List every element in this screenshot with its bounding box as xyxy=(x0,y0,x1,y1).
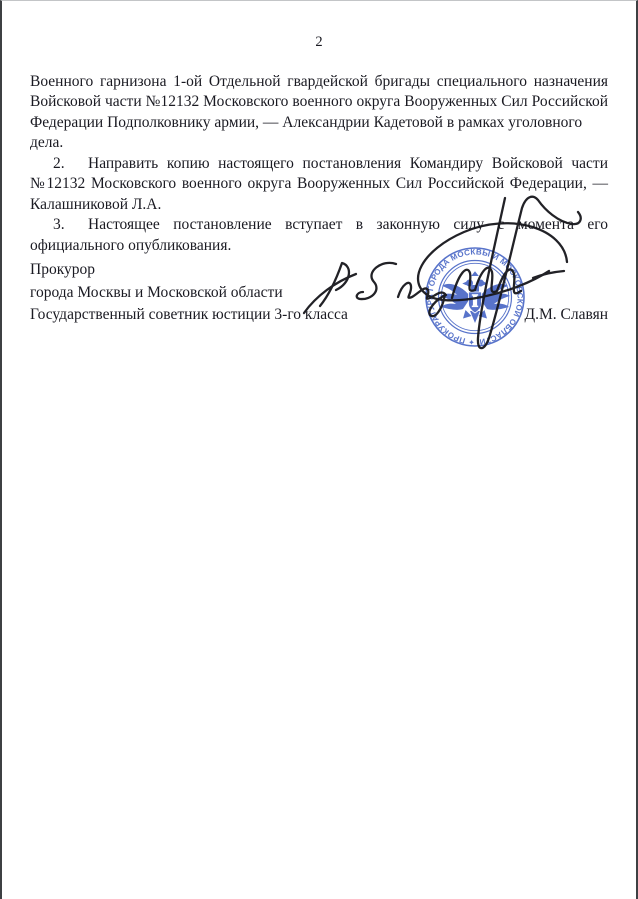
prosecutor-rank: Государственный советник юстиции 3-го класса xyxy=(30,306,348,324)
list-number: 3. xyxy=(53,216,65,234)
body-line: официального опубликования. xyxy=(30,236,232,254)
prosecutor-title-line: Прокурор xyxy=(30,261,96,278)
signature-letter-s xyxy=(357,263,396,299)
signature-hairpin-stroke xyxy=(478,197,581,348)
body-line: №12132 Московского военного округа Вооруженных Сил Российской Федерации, — xyxy=(30,175,608,193)
prosecutor-title-line: города Москвы и Московской области xyxy=(30,283,283,301)
list-number: 2. xyxy=(53,154,65,172)
signer-name: Д.М. Славян xyxy=(524,306,608,324)
page-number: 2 xyxy=(315,34,323,50)
handwritten-signature xyxy=(302,186,622,376)
body-line-text: Настоящее постановление вступает в законную силу с момента его xyxy=(88,216,608,234)
body-line: Военного гарнизона 1-ой Отдельной гвардейской бригады специального назначения xyxy=(30,73,608,90)
body-line: Войсковой части №12132 Московского военного округа Вооруженных Сил Российской xyxy=(30,93,608,111)
body-line: Федерации Подполковнику армии, — Александрии Кадетовой в рамках уголовного дела. xyxy=(30,113,583,152)
body-line xyxy=(30,154,608,174)
stamp-ring-text: ✦ ПРОКУРАТУРА ГОРОДА МОСКВЫ И МОСКОВСКОЙ ОБЛАСТИ xyxy=(425,247,525,347)
body-line-text: Направить копию настоящего постановления Командиру Войсковой части xyxy=(88,154,608,172)
body-line: Калашниковой Л.А. xyxy=(30,195,162,213)
